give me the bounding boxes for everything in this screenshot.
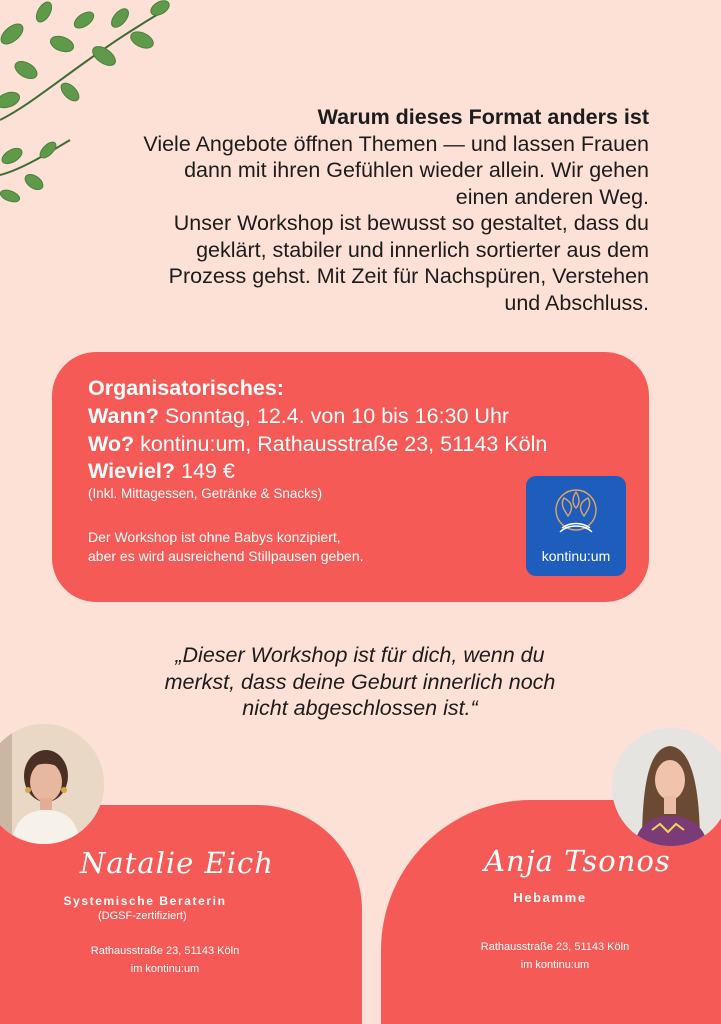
intro-line: Prozess gehst. Mit Zeit für Nachspüren, Verstehen (168, 264, 649, 288)
logo-text: kontinu:um (541, 548, 611, 564)
price-value: 149 € (175, 459, 235, 483)
price-label: Wieviel? (88, 459, 176, 483)
intro-heading: Warum dieses Format anders ist (317, 105, 649, 129)
intro-line: geklärt, stabiler und innerlich sortierter aus dem (196, 237, 649, 262)
address-natalie (70, 942, 260, 978)
quote-line: nicht abgeschlossen ist.“ (242, 696, 478, 720)
role-natalie: Systemische Beraterin (63, 894, 227, 908)
where-line (88, 432, 547, 457)
address-line: im kontinu:um (520, 959, 590, 971)
address-line: Rathausstraße 23, 51143 Köln (90, 945, 240, 957)
quote-line: „Dieser Workshop ist für dich, wenn du (175, 643, 545, 667)
signature-natalie: Natalie Eich (80, 846, 274, 880)
workshop-info (88, 528, 364, 566)
when-label: Wann? (88, 404, 159, 428)
price-note: (Inkl. Mittagessen, Getränke & Snacks) (88, 486, 323, 501)
info-line: Der Workshop ist ohne Babys konzipiert, (88, 529, 341, 545)
where-label: Wo? (88, 432, 135, 456)
certification-natalie: (DGSF-zertifiziert) (98, 910, 187, 922)
when-value: Sonntag, 12.4. von 10 bis 16:30 Uhr (158, 404, 510, 428)
leaf-wreath-icon (552, 484, 600, 544)
where-value: kontinu:um, Rathausstraße 23, 51143 Köln (134, 432, 548, 456)
intro-line: einen anderen Weg. (455, 184, 649, 209)
signature-anja: Anja Tsonos (484, 844, 671, 878)
intro-line: dann mit ihren Gefühlen wieder allein. Wir gehen (184, 158, 649, 182)
address-line: Rathausstraße 23, 51143 Köln (480, 941, 630, 953)
kontinuum-logo (526, 476, 626, 576)
address-line: im kontinu:um (130, 963, 200, 975)
avatar-anja (612, 728, 721, 846)
info-line: aber es wird ausreichend Stillpausen geben. (88, 548, 364, 564)
intro-line: und Abschluss. (504, 290, 649, 315)
role-anja: Hebamme (513, 890, 587, 905)
quote-line: merkst, dass deine Geburt innerlich noch (164, 669, 556, 694)
quote (120, 642, 600, 722)
price-line (88, 459, 235, 484)
when-line (88, 404, 509, 429)
intro-section (49, 104, 649, 316)
intro-line: Unser Workshop ist bewusst so gestaltet, dass du (173, 211, 649, 235)
intro-line: Viele Angebote öffnen Themen — und lassen Frauen (143, 131, 649, 156)
address-anja (455, 938, 655, 974)
organisation-title: Organisatorisches: (88, 376, 284, 400)
organisation-box (52, 352, 649, 602)
